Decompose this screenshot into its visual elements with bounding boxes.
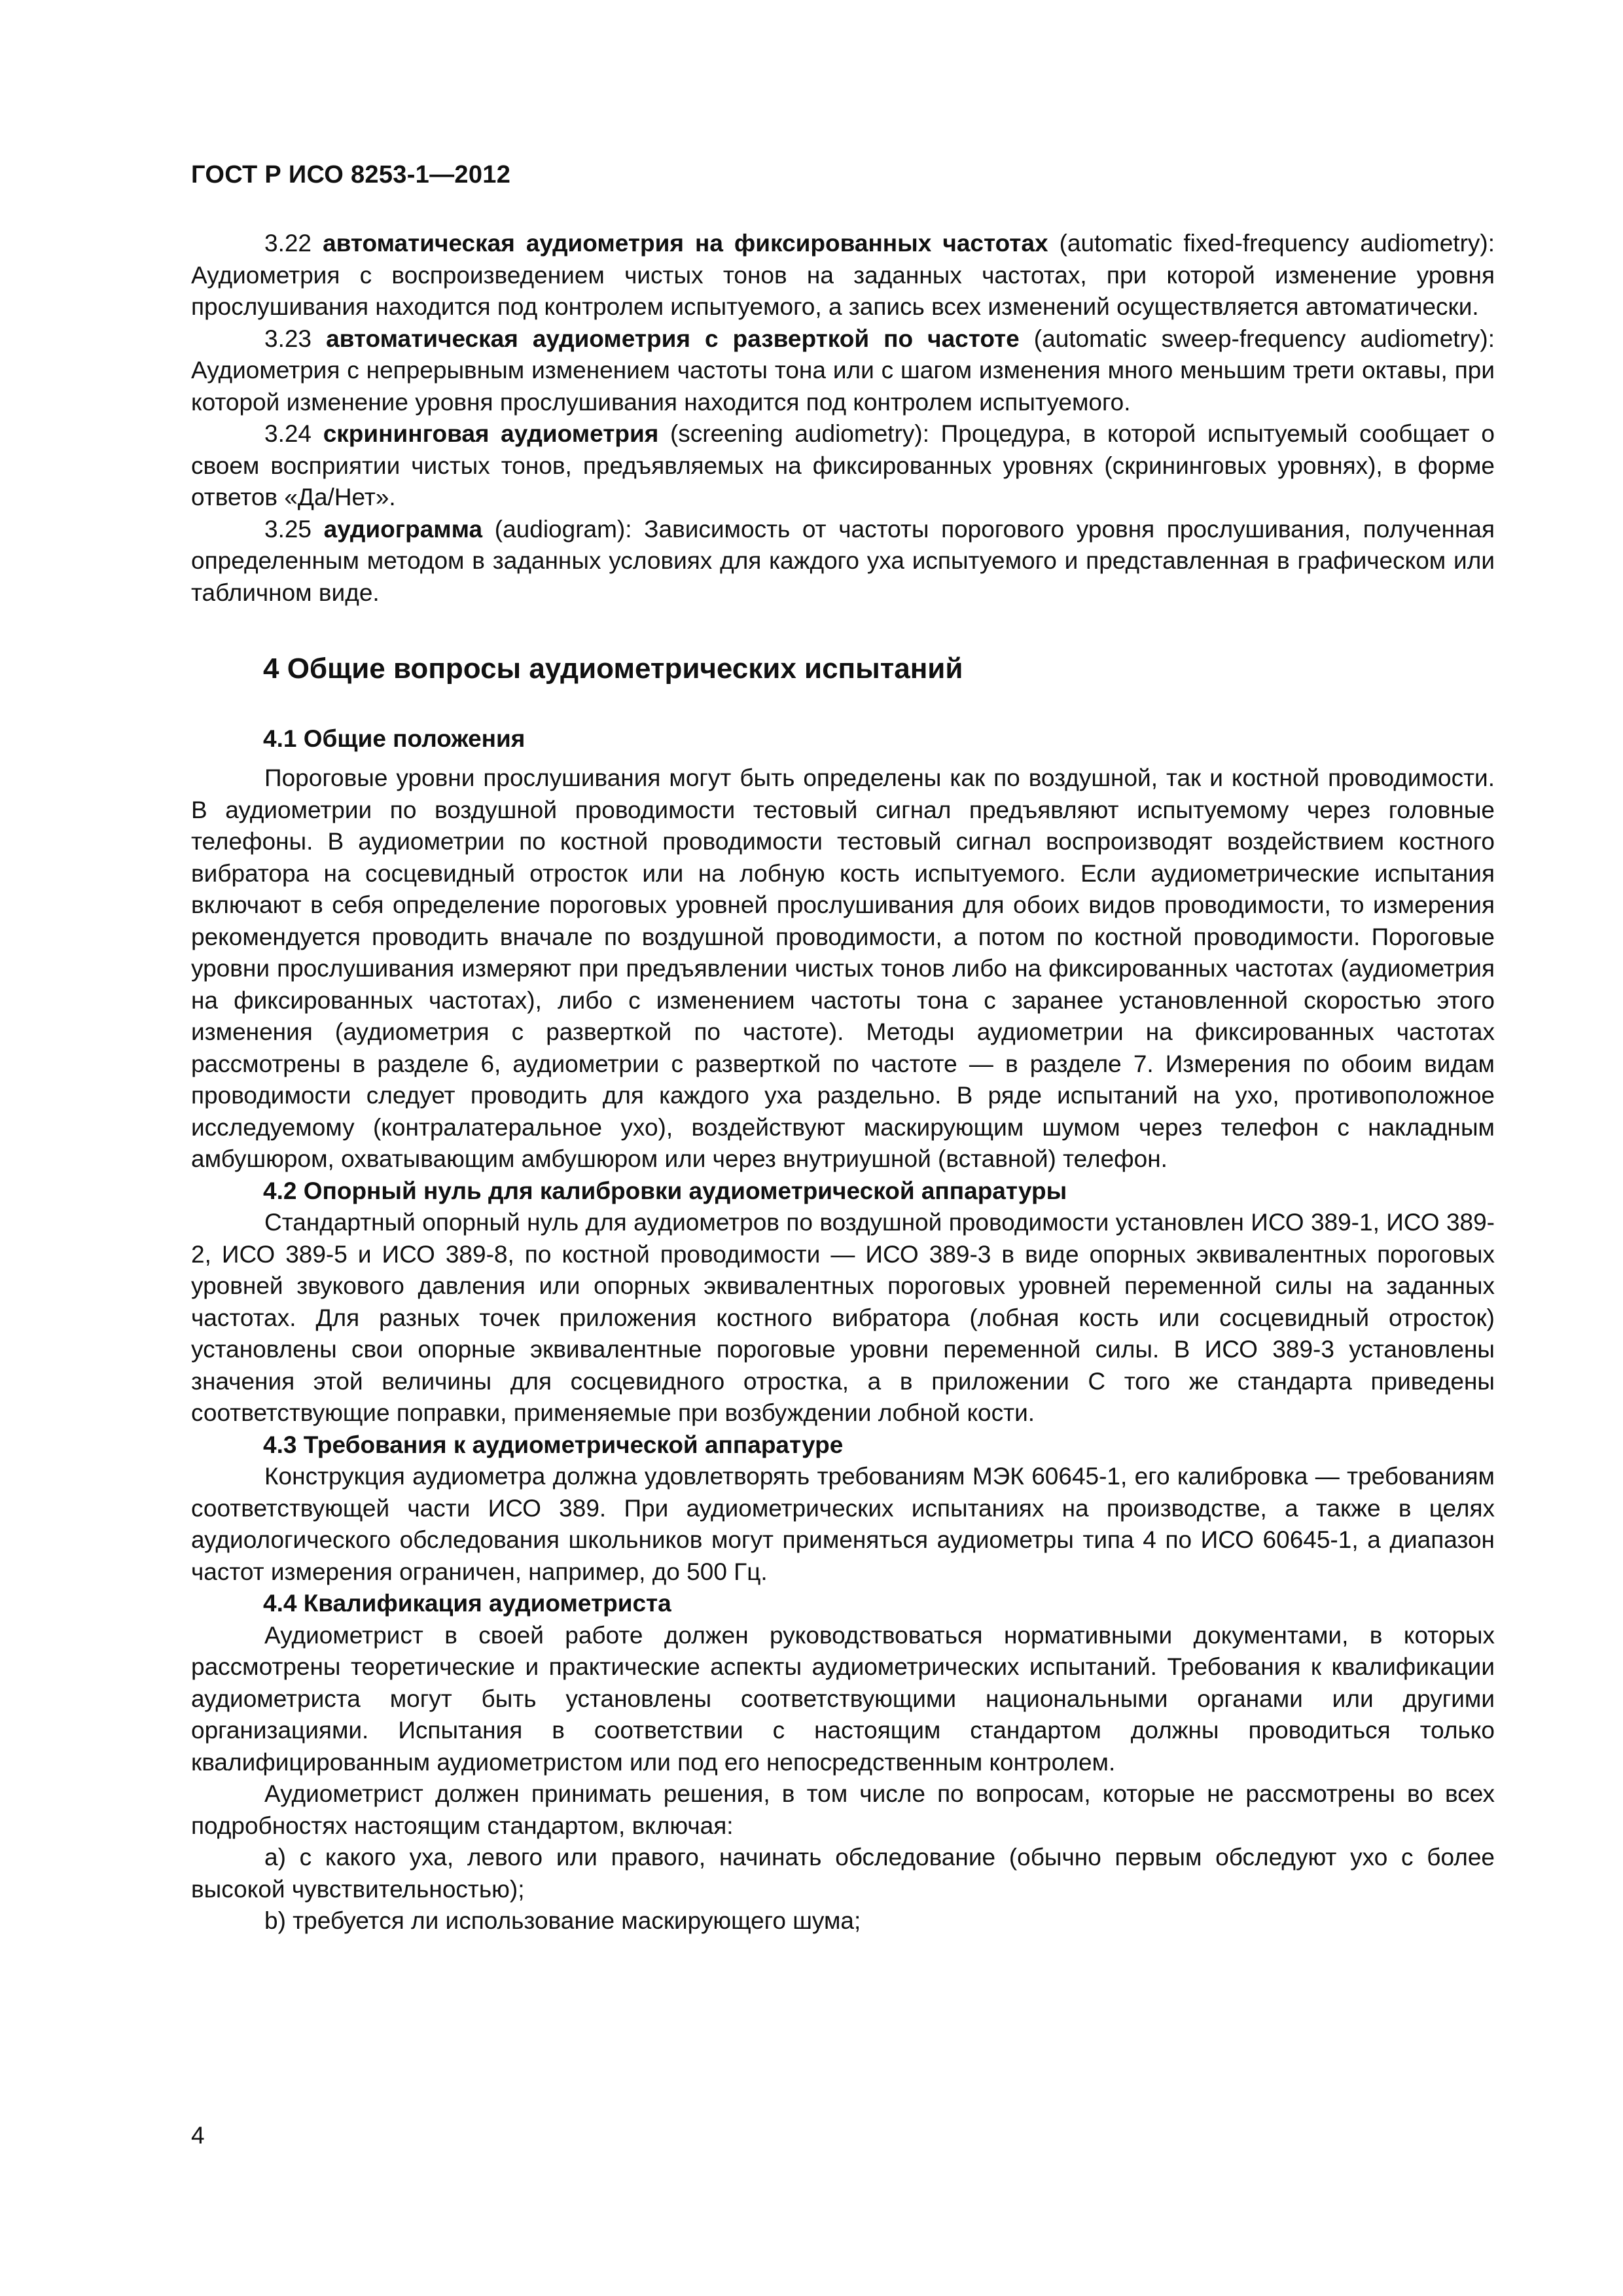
definition-3-23 (191, 323, 1495, 419)
definition-text: (automatic sweep-frequency audiometry): Аудиометрия с непрерывным изменением частоты тона или с шагом изменения много меньшим трети октавы, при которой изменение уровня прослушивания находится под контролем испытуемого. (191, 325, 1495, 416)
definition-term: автоматическая аудиометрия на фиксированных частотах (323, 230, 1048, 257)
definition-3-24 (191, 418, 1495, 514)
section-4-4-paragraph-1: Аудиометрист в своей работе должен руководствоваться нормативными документами, в которых рассмотрены теоретические и практические аспекты аудиометрических испытаний. Требования к квалификации аудиометриста могут быть установлены соответствующими национальными органами или другими организациями. Испытания в соответствии с настоящим стандартом должны проводиться только квалифицированным аудиометристом или под его непосредственным контролем. (191, 1621, 1495, 1776)
definition-term: автоматическая аудиометрия с разверткой по частоте (326, 325, 1020, 352)
page-number: 4 (191, 2122, 205, 2149)
list-item-a: a) с какого уха, левого или правого, начинать обследование (обычно первым обследуют ухо с более высокой чувствительностью); (191, 1844, 1495, 1903)
definition-term: аудиограмма (323, 515, 483, 543)
definition-number: 3.22 (264, 230, 312, 257)
definition-number: 3.25 (264, 515, 312, 543)
definition-3-25 (191, 514, 1495, 609)
section-4-4-title: 4.4 Квалификация аудиометриста (263, 1590, 671, 1617)
section-4-3-paragraph: Конструкция аудиометра должна удовлетворять требованиям МЭК 60645-1, его калибровка — требованиям соответствующей части ИСО 389. При аудиометрических испытаниях на производстве, а также в целях аудиологического обследования школьников могут применяться аудиометры типа 4 по ИСО 60645-1, а диапазон частот измерения ограничен, например, до 500 Гц. (191, 1463, 1495, 1585)
section-4-4-paragraph-2: Аудиометрист должен принимать решения, в том числе по вопросам, которые не рассмотрены во всех подробностях настоящим стандартом, включая: (191, 1780, 1495, 1839)
section-4-2-title: 4.2 Опорный нуль для калибровки аудиометрической аппаратуры (263, 1177, 1067, 1204)
definition-text: (automatic fixed-frequency audiometry): Аудиометрия с воспроизведением чистых тонов на заданных частотах, при которой изменение уровня прослушивания находится под контролем испытуемого, а запись всех изменений осуществляется автоматически. (191, 230, 1495, 320)
document-body (191, 228, 1495, 1937)
section-4-2-paragraph: Стандартный опорный нуль для аудиометров по воздушной проводимости установлен ИСО 389-1, ИСО 389-2, ИСО 389-5 и ИСО 389-8, по костной проводимости — ИСО 389-3 в виде опорных эквивалентных пороговых уровней звукового давления или опорных эквивалентных пороговых уровней переменной силы на заданных частотах. Для разных точек приложения костного вибратора (лобная кость или сосцевидный отросток) установлены свои опорные эквивалентные пороговые уровни переменной силы. В ИСО 389-3 установлены значения этой величины для сосцевидного отростка, а в приложении С того же стандарта приведены соответствующие поправки, применяемые при возбуждении лобной кости. (191, 1209, 1495, 1426)
definition-3-22 (191, 228, 1495, 323)
definition-number: 3.23 (264, 325, 312, 352)
definition-term: скрининговая аудиометрия (323, 420, 659, 447)
list-item-b: b) требуется ли использование маскирующего шума; (264, 1907, 861, 1934)
section-4-title: 4 Общие вопросы аудиометрических испытаний (263, 653, 963, 685)
section-4-3-title: 4.3 Требования к аудиометрической аппаратуре (263, 1431, 844, 1458)
section-4-1-paragraph: Пороговые уровни прослушивания могут быть определены как по воздушной, так и костной проводимости. В аудиометрии по воздушной проводимости тестовый сигнал предъявляют испытуемому через головные телефоны. В аудиометрии по костной проводимости тестовый сигнал воспроизводят воздействием костного вибратора на сосцевидный отросток или на лобную кость испытуемого. Если аудиометрические испытания включают в себя определение пороговых уровней прослушивания для обоих видов проводимости, то измерения рекомендуется проводить вначале по воздушной проводимости, а потом по костной проводимости. Пороговые уровни прослушивания измеряют при предъявлении чистых тонов либо на фиксированных частотах (аудиометрия на фиксированных частотах), либо с изменением частоты тона с заранее установленной скоростью этого изменения (аудиометрия с разверткой по частоте). Методы аудиометрии на фиксированных частотах рассмотрены в разделе 6, аудиометрии с разверткой по частоте — в разделе 7. Измерения по обоим видам проводимости следует проводить для каждого уха раздельно. В ряде испытаний на ухо, противоположное исследуемому (контралатеральное ухо), воздействуют маскирующим шумом через телефон с накладным амбушюром, охватывающим амбушюром или через внутриушной (вставной) телефон. (191, 764, 1495, 1172)
document-code-header: ГОСТ Р ИСО 8253-1—2012 (191, 161, 511, 188)
definition-number: 3.24 (264, 420, 312, 447)
definition-text: (audiogram): Зависимость от частоты порогового уровня прослушивания, полученная определенным методом в заданных условиях для каждого уха испытуемого и представленная в графическом или табличном виде. (191, 515, 1495, 606)
section-4-1-title: 4.1 Общие положения (263, 725, 526, 752)
definition-text: (screening audiometry): Процедура, в которой испытуемый сообщает о своем восприятии чистых тонов, предъявляемых на фиксированных уровнях (скрининговых уровнях), в форме ответов «Да/Нет». (191, 420, 1495, 511)
